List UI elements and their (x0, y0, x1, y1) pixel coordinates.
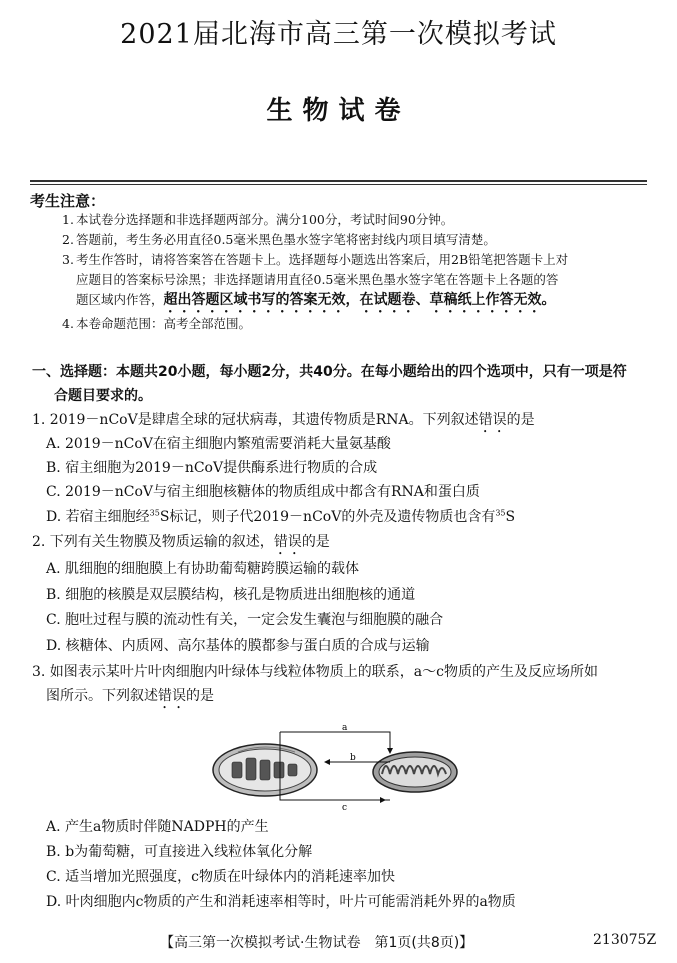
label-a: a (342, 723, 348, 733)
label-c: c (342, 803, 348, 812)
label-b: b (350, 753, 356, 763)
question-3-stem: 3. 如图表示某叶片叶肉细胞内叶绿体与线粒体物质上的联系，a～c物质的产生及反应场所如 (32, 664, 598, 680)
option-a: A. 产生a物质时伴随NADPH的产生 (46, 819, 269, 835)
question-1-stem: 1. 2019－nCoV是肆虐全球的冠状病毒，其遗传物质是RNA。下列叙述错误的是 (32, 412, 535, 428)
option-c: C. 胞吐过程与膜的流动性有关，一定会发生囊泡与细胞膜的融合 (46, 612, 444, 628)
notice-item: 2. 答题前，考生务必用直径0.5毫米黑色墨水签字笔将密封线内项目填写清楚。 (62, 232, 496, 247)
option-c: C. 2019－nCoV与宿主细胞核糖体的物质组成中都含有RNA和蛋白质 (46, 484, 480, 500)
chloroplast-icon (213, 744, 317, 796)
emphasis-warning: 超出答题区域书写的答案无效，在试题卷、草稿纸上作答无效。 (163, 292, 556, 308)
divider-line (30, 184, 647, 185)
option-b: B. 细胞的核膜是双层膜结构，核孔是物质进出细胞核的通道 (46, 587, 416, 603)
page-footer: 【高三第一次模拟考试·生物试卷 第1页(共8页)】 (160, 935, 474, 951)
notice-item: 1. 本试卷分选择题和非选择题两部分。满分100分，考试时间90分钟。 (62, 212, 454, 227)
option-b: B. b为葡萄糖，可直接进入线粒体氧化分解 (46, 844, 313, 860)
exam-title: 2021届北海市高三第一次模拟考试 (120, 19, 557, 50)
option-c: C. 适当增加光照强度，c物质在叶绿体内的消耗速率加快 (46, 869, 395, 885)
option-b: B. 宿主细胞为2019－nCoV提供酶系进行物质的合成 (46, 460, 378, 476)
question-3-stem-cont: 图所示。下列叙述错误的是 (46, 688, 214, 704)
divider-line (30, 180, 647, 182)
option-d: D. 叶肉细胞内c物质的产生和消耗速率相等时，叶片可能需消耗外界的a物质 (46, 894, 516, 910)
paper-code: 213075Z (593, 932, 657, 948)
option-a: A. 肌细胞的细胞膜上有协助葡萄糖跨膜运输的载体 (46, 561, 360, 577)
subject-title: 生物试卷 (266, 96, 411, 126)
chloroplast-mitochondrion-figure (210, 722, 460, 812)
option-d: D. 核糖体、内质网、高尔基体的膜都参与蛋白质的合成与运输 (46, 638, 430, 654)
notice-item: 4. 本卷命题范围：高考全部范围。 (62, 316, 252, 331)
notice-heading: 考生注意： (30, 192, 106, 210)
notice-item-cont: 题区域内作答，超出答题区域书写的答案无效，在试题卷、草稿纸上作答无效。 (76, 292, 556, 308)
notice-item-cont: 应题目的答案标号涂黑；非选择题请用直径0.5毫米黑色墨水签字笔在答题卡上各题的答 (76, 272, 559, 287)
mitochondrion-icon (373, 752, 457, 792)
option-d: D. 若宿主细胞经$^{35}$S标记，则子代2019－nCoV的外壳及遗传物质也含有$^{35}$S (46, 508, 516, 525)
notice-item: 3. 考生作答时，请将答案答在答题卡上。选择题每小题选出答案后，用2B铅笔把答题卡上对 (62, 252, 569, 267)
option-a: A. 2019－nCoV在宿主细胞内繁殖需要消耗大量氨基酸 (46, 436, 391, 452)
section-heading: 一、选择题：本题共20小题，每小题2分，共40分。在每小题给出的四个选项中，只有一项是符 合题目要求的。 (32, 364, 627, 404)
question-2-stem: 2. 下列有关生物膜及物质运输的叙述，错误的是 (32, 534, 330, 550)
